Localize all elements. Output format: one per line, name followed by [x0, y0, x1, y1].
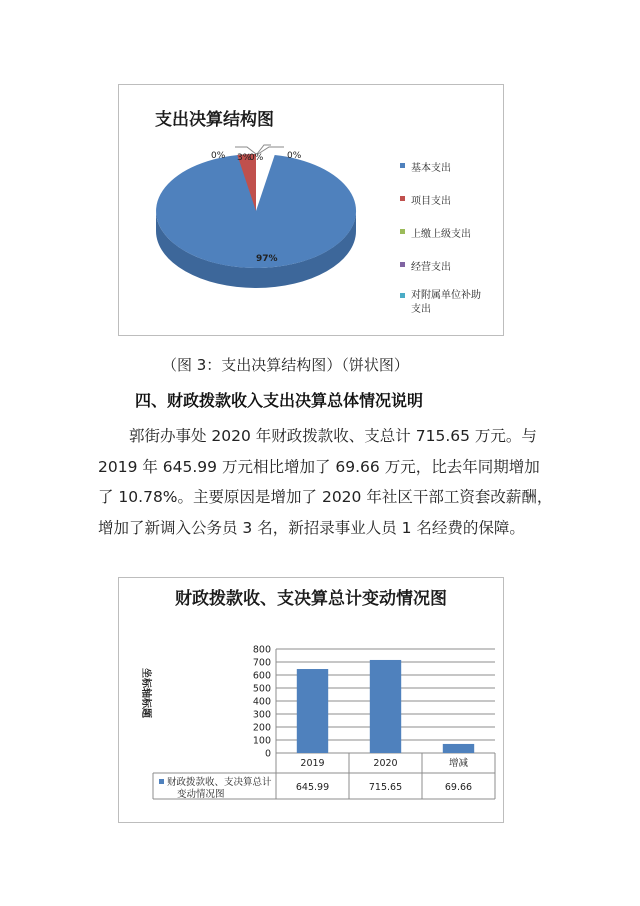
- pie-label-upper: 0%: [211, 151, 226, 161]
- pie-slice-basic: [156, 154, 356, 268]
- bar-chart-frame: [118, 577, 504, 823]
- legend-key-label-line2: 变动情况图: [177, 789, 225, 800]
- y-tick-label: 500: [252, 683, 271, 695]
- y-tick-label: 100: [252, 735, 271, 747]
- pie-chart-frame: [118, 84, 504, 336]
- legend-label-project: 项目支出: [411, 196, 451, 207]
- legend-swatch-project: [400, 196, 405, 201]
- pie-chart-title: 支出决算结构图: [155, 110, 274, 130]
- bar-2019: [297, 669, 328, 753]
- x-category-label: 2019: [300, 758, 325, 769]
- legend-item-upper: [400, 225, 471, 240]
- y-tick-label: 800: [252, 644, 271, 656]
- data-table-value: 715.65: [368, 782, 403, 793]
- y-axis-title: 坐标轴标题: [140, 668, 151, 718]
- legend-swatch-basic: [400, 163, 405, 168]
- x-category-label: 2020: [373, 758, 398, 769]
- pie-label-operating: 0%: [249, 153, 264, 163]
- legend-label-basic: 基本支出: [411, 163, 451, 174]
- legend-item-basic: [400, 159, 451, 174]
- bar-chart-svg: [119, 578, 503, 822]
- legend-key-swatch: [159, 779, 164, 784]
- legend-key-label-line1: 财政拨款收、支决算总计: [167, 777, 272, 788]
- bar-chart-title: 财政拨款收、支决算总计变动情况图: [175, 589, 447, 609]
- y-tick-label: 300: [252, 709, 271, 721]
- section-heading: 四、财政拨款收入支出决算总体情况说明: [135, 391, 424, 410]
- legend-swatch-upper: [400, 229, 405, 234]
- legend-label-operating: 经营支出: [411, 262, 451, 273]
- figure-caption: （图 3：支出决算结构图）（饼状图）: [162, 356, 409, 374]
- y-tick-label: 0: [264, 748, 271, 760]
- bar-2020: [370, 660, 401, 753]
- legend-item-project: [400, 192, 451, 207]
- legend-item-operating: [400, 258, 451, 273]
- legend-label-subsidy: 对附属单位补助支出: [411, 290, 481, 315]
- y-tick-label: 200: [252, 722, 271, 734]
- legend-item-subsidy: [400, 289, 483, 317]
- y-tick-label: 600: [252, 670, 271, 682]
- data-table-value: 69.66: [444, 782, 473, 793]
- pie-label-basic: 97%: [256, 254, 278, 264]
- legend-swatch-operating: [400, 262, 405, 267]
- pie-label-subsidy: 0%: [287, 151, 302, 161]
- y-tick-label: 400: [252, 696, 271, 708]
- body-paragraph: 郭街办事处 2020 年财政拨款收、支总计 715.65 万元。与 2019 年 645.99 万元相比增加了 69.66 万元，比去年同期增加了 10.78%。主要原因是增加了 2020 年社区干部工资套改薪酬，增加了新调入公务员 3 名，新招录事业人员 1 名经费的保障。: [98, 427, 553, 537]
- data-table-value: 645.99: [295, 782, 330, 793]
- pie-label-project: 3%: [237, 153, 252, 163]
- legend-swatch-subsidy: [400, 293, 405, 298]
- legend-label-upper: 上缴上级支出: [411, 229, 471, 240]
- y-tick-label: 700: [252, 657, 271, 669]
- x-category-label: 增减: [448, 758, 469, 769]
- bar-增减: [443, 744, 474, 753]
